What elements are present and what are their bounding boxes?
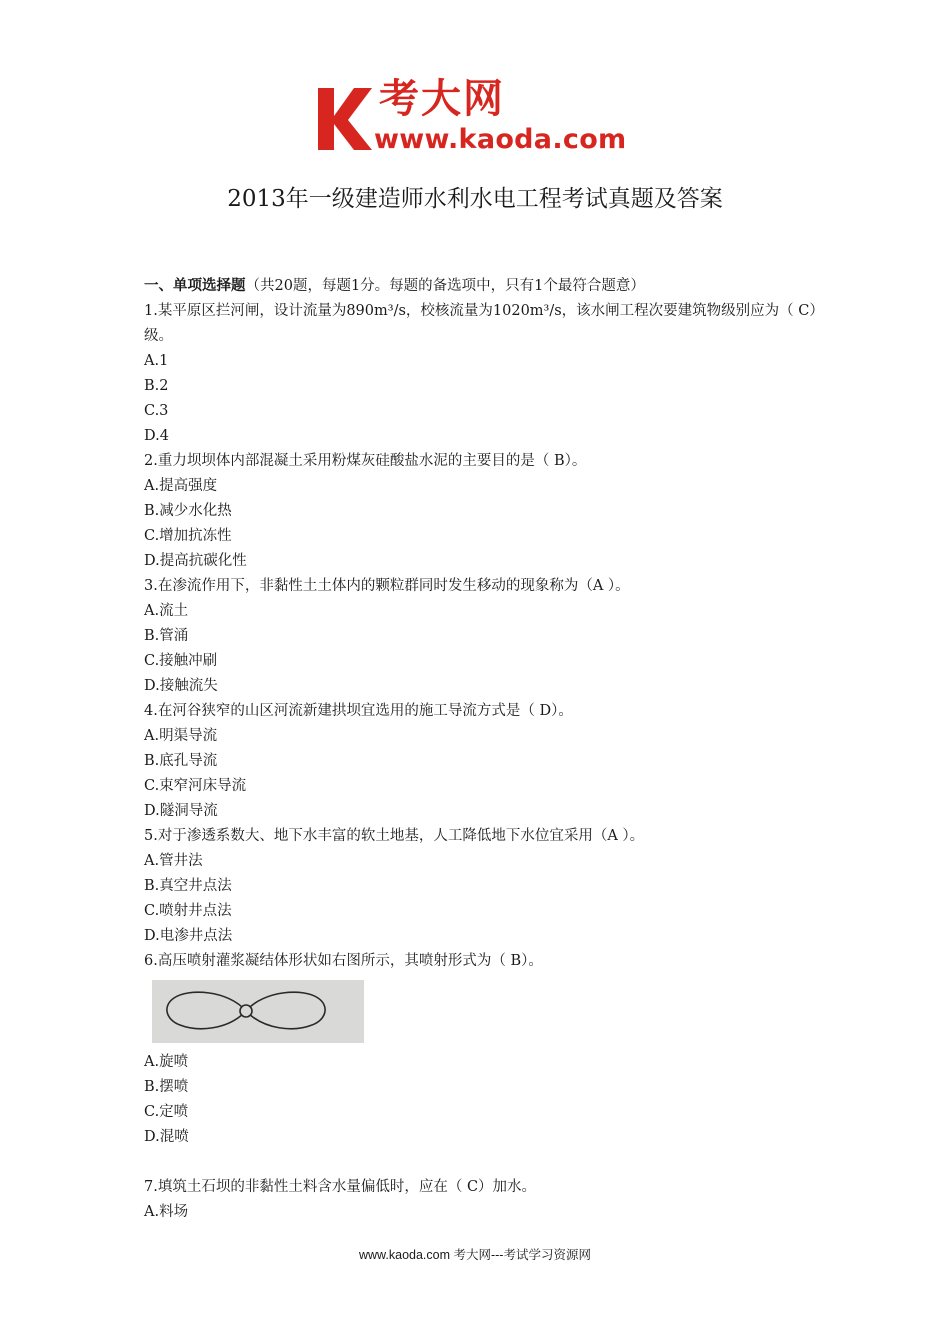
- option: A.明渠导流: [144, 728, 218, 744]
- question-stem: 3.在渗流作用下，非黏性土土体内的颗粒群同时发生移动的现象称为（A ）。: [144, 578, 630, 594]
- question-stem: 2.重力坝坝体内部混凝土采用粉煤灰硅酸盐水泥的主要目的是（ B）。: [144, 453, 587, 469]
- spacer: [144, 1150, 824, 1175]
- question-stem: 1.某平原区拦河闸，设计流量为890m³/s，校核流量为1020m³/s，该水闸工程次要建筑物级别应为（ C）级。: [144, 303, 824, 344]
- k-logo-mark-icon: [316, 82, 376, 154]
- bowtie-shape-icon: [152, 980, 364, 1043]
- page-footer: www.kaoda.com 考大网---考试学习资源网: [359, 1248, 591, 1262]
- option: D.4: [144, 428, 169, 444]
- question-stem: 7.填筑土石坝的非黏性土料含水量偏低时，应在（ C）加水。: [144, 1179, 537, 1195]
- option: A.管井法: [144, 853, 203, 869]
- option: C.束窄河床导流: [144, 778, 247, 794]
- question-list: [144, 273, 824, 1225]
- question-stem: 4.在河谷狭窄的山区河流新建拱坝宜选用的施工导流方式是（ D）。: [144, 703, 573, 719]
- option: D.接触流失: [144, 678, 218, 694]
- question-stem: 5.对于渗透系数大、地下水丰富的软土地基，人工降低地下水位宜采用（A ）。: [144, 828, 645, 844]
- option: D.提高抗碳化性: [144, 553, 247, 569]
- question-stem: 6.高压喷射灌浆凝结体形状如右图所示，其喷射形式为（ B）。: [144, 953, 543, 969]
- option: A.流土: [144, 603, 189, 619]
- option: D.混喷: [144, 1129, 189, 1145]
- option: C.增加抗冻性: [144, 528, 232, 544]
- option: C.3: [144, 403, 169, 419]
- section-heading: [144, 273, 824, 299]
- option: C.喷射井点法: [144, 903, 232, 919]
- logo-name: 考大网: [379, 76, 505, 122]
- jet-grouting-figure: [152, 980, 364, 1043]
- option: B.真空井点法: [144, 878, 232, 894]
- option: B.管涌: [144, 628, 189, 644]
- kaoda-logo: [316, 78, 638, 158]
- option: B.摆喷: [144, 1079, 189, 1095]
- document-title: 2013年一级建造师水利水电工程考试真题及答案: [227, 186, 723, 212]
- option: A.旋喷: [144, 1054, 189, 1070]
- option: D.隧洞导流: [144, 803, 218, 819]
- option: A.1: [144, 353, 169, 369]
- option: B.2: [144, 378, 169, 394]
- option: D.电渗井点法: [144, 928, 233, 944]
- option: B.底孔导流: [144, 753, 218, 769]
- option: C.接触冲刷: [144, 653, 218, 669]
- section-note: （共20题，每题1分。每题的备选项中，只有1个最符合题意）: [245, 278, 645, 294]
- option: B.减少水化热: [144, 503, 232, 519]
- option: C.定喷: [144, 1104, 189, 1120]
- option: A.料场: [144, 1204, 189, 1220]
- section-heading-label: 一、单项选择题: [144, 277, 246, 294]
- logo-url: www.kaoda.com: [374, 124, 627, 155]
- option: A.提高强度: [144, 478, 218, 494]
